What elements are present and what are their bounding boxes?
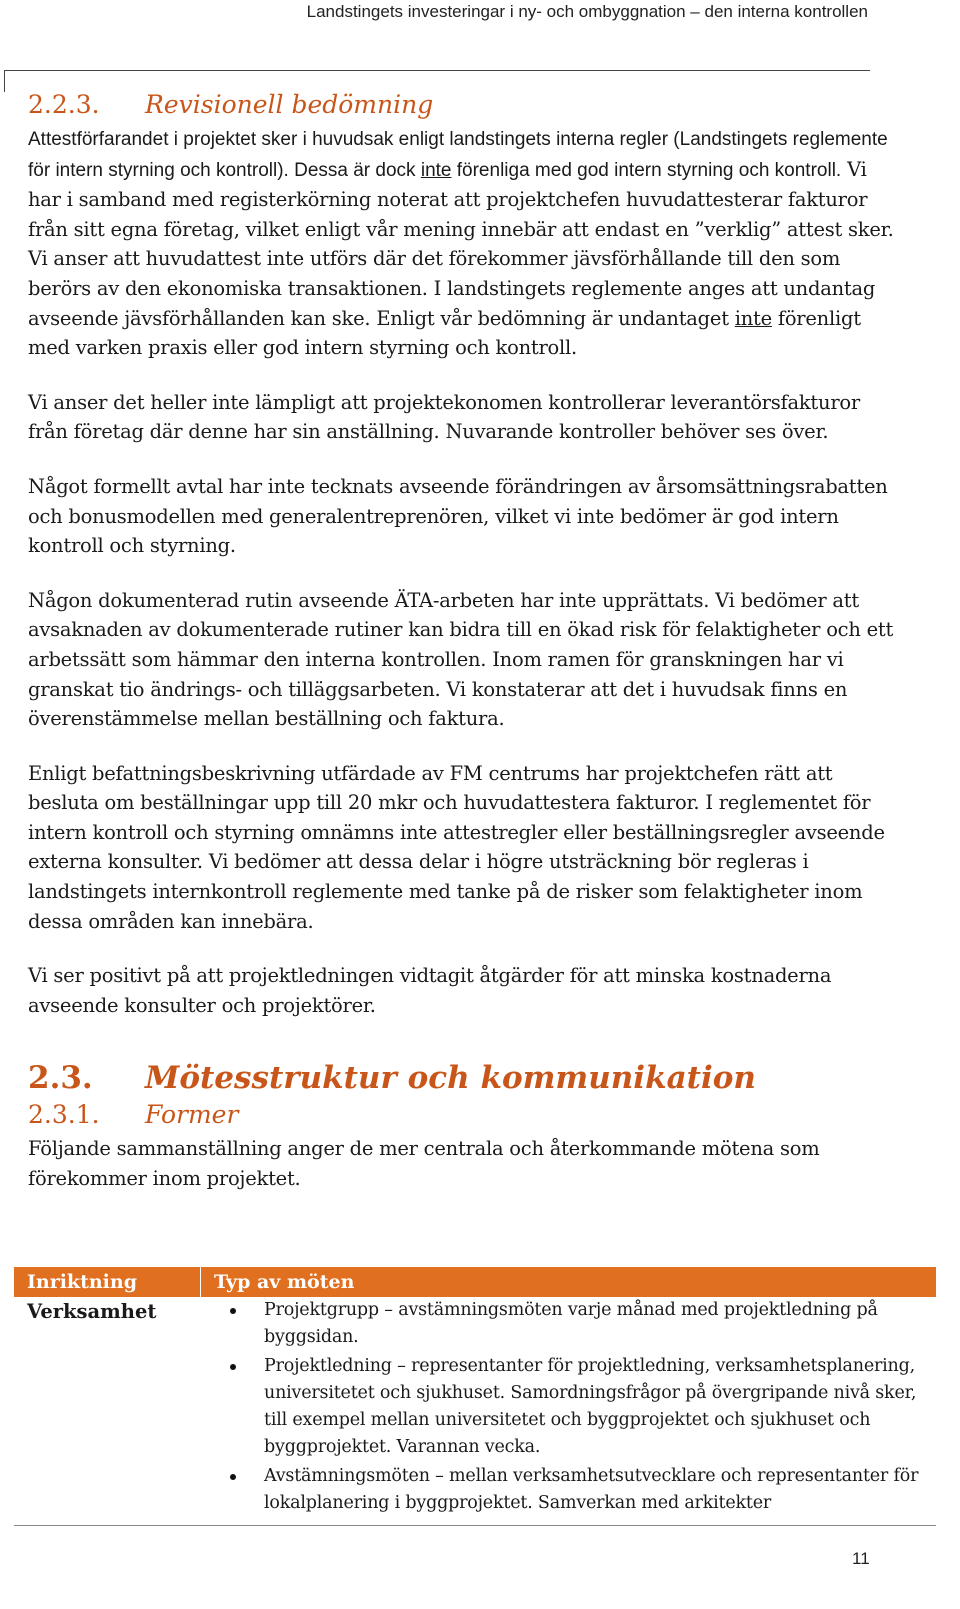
page-number: 11 bbox=[852, 1549, 870, 1568]
list-item-text: Projektledning – representanter för projektledning, verksamhetsplanering, universitetet och sjukhuset. Samordningsfrågor på övergripande nivå sker, till exempel mellan universitetet och byggprojektet och sjukhuset och byggprojektet. Varannan vecka. bbox=[264, 1356, 917, 1457]
section-title: Mötesstruktur och kommunikation bbox=[145, 1060, 756, 1097]
paragraph-befattning: Enligt befattningsbeskrivning utfärdade av FM centrums har projektchefen rätt att besluta om beställningar upp till 20 mkr och huvudattestera fakturor. I reglementet för intern kontroll och styrning omnämns inte attestregler eller beställningsregler avseende externa konsulter. Vi bedömer att dessa delar i högre utsträckning bör regleras i landstingets internkontroll reglemente med tanke på de risker som felaktigheter inom dessa områden kan innebära. bbox=[28, 761, 885, 933]
paragraph-avtal: Något formellt avtal har inte tecknats avseende förändringen av årsomsättningsrabatten och bonusmodellen med generalentreprenören, vilket vi inte bedömer är god intern kontroll och styrning. bbox=[28, 474, 888, 558]
section-number: 2.3.1. bbox=[28, 1100, 100, 1130]
list-item-text: Avstämningsmöten – mellan verksamhetsutvecklare och representanter för lokalplanering i byggprojektet. Samverkan med arkitekter bbox=[264, 1466, 919, 1513]
table-row bbox=[14, 1297, 936, 1519]
list-item-text: Projektgrupp – avstämningsmöten varje månad med projektledning på byggsidan. bbox=[264, 1300, 878, 1347]
paragraph-attest bbox=[28, 124, 896, 363]
header-rule bbox=[4, 70, 870, 71]
list-item bbox=[264, 1353, 919, 1461]
paragraph-projektekonom: Vi anser det heller inte lämpligt att projektekonomen kontrollerar leverantörsfakturor från företag där denne har sin anställning. Nuvarande kontroller behöver ses över. bbox=[28, 390, 860, 444]
header-rule-corner bbox=[4, 70, 5, 92]
section-heading-2-3-1 bbox=[28, 1098, 896, 1132]
paragraph-konsulter: Vi ser positivt på att projektledningen vidtagit åtgärder för att minska kostnaderna avseende konsulter och projektörer. bbox=[28, 964, 832, 1017]
bullet-icon bbox=[230, 1474, 236, 1480]
paragraph-text: förenligt med varken praxis eller god intern styrning och kontroll. bbox=[28, 306, 861, 360]
column-header-typ: Typ av möten bbox=[214, 1271, 355, 1293]
column-header-inriktning: Inriktning bbox=[14, 1267, 201, 1297]
list-item bbox=[264, 1297, 919, 1351]
list-item bbox=[264, 1463, 919, 1517]
running-header: Landstingets investeringar i ny- och ombyggnation – den interna kontrollen bbox=[306, 2, 868, 21]
bullet-icon bbox=[230, 1308, 236, 1314]
section-title: Revisionell bedömning bbox=[145, 90, 434, 119]
bullet-icon bbox=[230, 1364, 236, 1370]
paragraph-text: förenliga med god intern styrning och kontroll. bbox=[451, 159, 842, 181]
section-heading-2-3 bbox=[28, 1058, 896, 1098]
underlined-text: inte bbox=[734, 306, 772, 330]
section-title: Former bbox=[145, 1100, 239, 1130]
meetings-table bbox=[14, 1267, 936, 1526]
meeting-types-list bbox=[200, 1297, 919, 1519]
table-header-row bbox=[14, 1267, 936, 1297]
row-category: Verksamhet bbox=[27, 1300, 157, 1323]
paragraph-text: Attestförfarandet i projektet sker i huvudsak enligt landstingets interna regler (Landstingets reglemente för intern styrning och kontroll). Dessa är dock bbox=[28, 129, 888, 181]
paragraph-text: Vi har i samband med registerkörning noterat att projektchefen huvudattesterar fakturor från sitt egna företag, vilket enligt vår mening innebär att endast en ”verklig” attest sker. Vi anser att huvudattest inte utförs där det förekommer jävsförhållande till den som berörs av den ekonomiska transaktionen. I landstingets reglemente anges att undantag avseende jävsförhållanden kan ske. Enligt vår bedömning är undantaget bbox=[28, 157, 894, 330]
page-content bbox=[28, 88, 896, 1194]
section-number: 2.3. bbox=[28, 1060, 93, 1097]
paragraph-intro: Följande sammanställning anger de mer centrala och återkommande mötena som förekommer inom projektet. bbox=[28, 1137, 820, 1191]
section-heading-2-2-3 bbox=[28, 88, 896, 122]
underlined-text: inte bbox=[420, 159, 452, 181]
paragraph-ata: Någon dokumenterad rutin avseende ÄTA-arbeten har inte upprättats. Vi bedömer att avsaknaden av dokumenterade rutiner kan bidra till en ökad risk för felaktigheter och ett arbetssätt som hämmar den interna kontrollen. Inom ramen för granskningen har vi granskat tio ändrings- och tilläggsarbeten. Vi konstaterar att det i huvudsak finns en överenstämmelse mellan beställning och faktura. bbox=[28, 588, 894, 731]
section-number: 2.2.3. bbox=[28, 90, 100, 119]
